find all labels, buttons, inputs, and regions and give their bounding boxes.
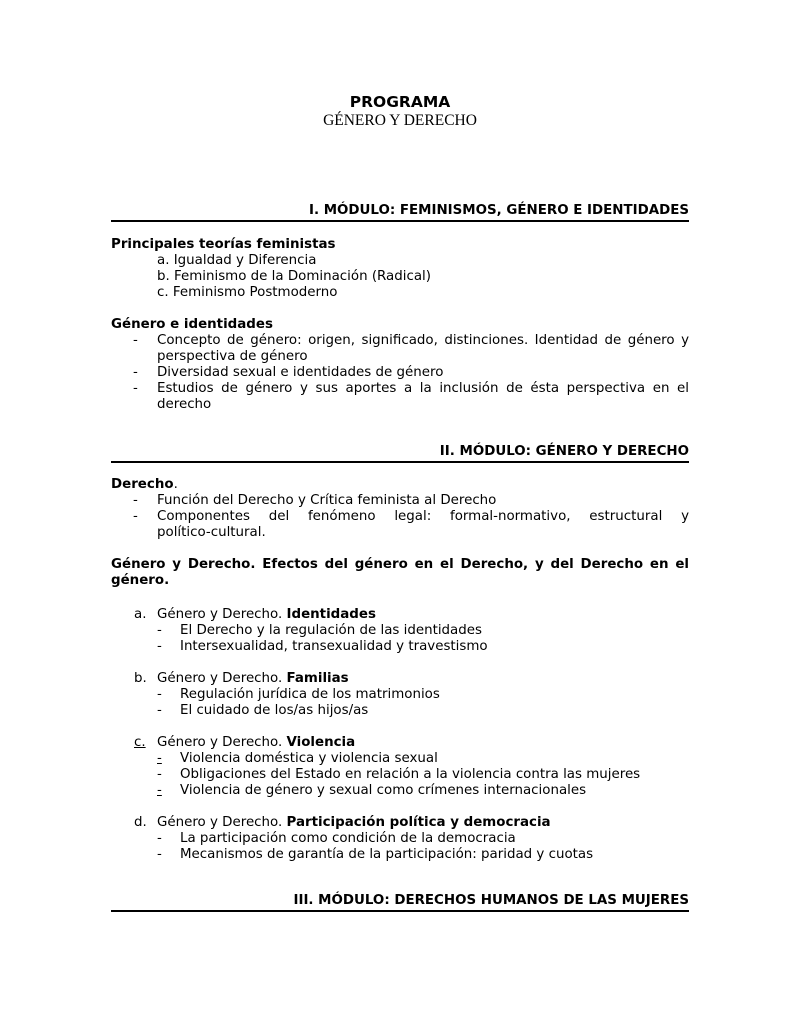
- module-1-heading: I. MÓDULO: FEMINISMOS, GÉNERO E IDENTIDADES: [111, 203, 689, 222]
- list-item: El cuidado de los/as hijos/as: [180, 703, 369, 718]
- module-3-heading: III. MÓDULO: DERECHOS HUMANOS DE LAS MUJERES: [111, 893, 689, 912]
- list-item: Estudios de género y sus aportes a la inclusión de ésta perspectiva en el: [157, 381, 689, 396]
- bullet-dash: -: [157, 623, 162, 638]
- subsection-prefix: Género y Derecho.: [157, 735, 287, 750]
- list-item: b. Feminismo de la Dominación (Radical): [157, 269, 431, 284]
- list-item: El Derecho y la regulación de las identidades: [180, 623, 482, 638]
- page-title: PROGRAMA: [349, 93, 451, 111]
- list-item-continuation: perspectiva de género: [157, 349, 308, 364]
- list-item-continuation: derecho: [157, 397, 212, 412]
- list-item-continuation: político-cultural.: [157, 525, 266, 540]
- list-item: c. Feminismo Postmoderno: [157, 285, 338, 300]
- page-subtitle: GÉNERO Y DERECHO: [323, 112, 477, 129]
- section-title-effects: Género y Derecho. Efectos del género en el Derecho, y del Derecho en el: [111, 557, 689, 572]
- bullet-dash: -: [157, 767, 162, 782]
- section-title-feminist-theories: Principales teorías feministas: [111, 237, 336, 252]
- bullet-dash: -: [133, 365, 138, 380]
- subsection-prefix: Género y Derecho.: [157, 815, 287, 830]
- module-2-heading: II. MÓDULO: GÉNERO Y DERECHO: [111, 444, 689, 463]
- subsection-heading: [157, 671, 349, 687]
- bullet-dash: -: [157, 639, 162, 654]
- list-item: Función del Derecho y Crítica feminista al Derecho: [157, 493, 497, 508]
- list-item: Concepto de género: origen, significado, distinciones. Identidad de género y: [157, 333, 689, 348]
- subsection-topic: Violencia: [286, 735, 356, 750]
- bullet-dash: -: [133, 333, 138, 348]
- list-item: Obligaciones del Estado en relación a la violencia contra las mujeres: [180, 767, 641, 782]
- bullet-dash: -: [133, 493, 138, 508]
- bullet-dash: -: [157, 831, 162, 846]
- subsection-heading: [157, 815, 551, 831]
- section-title-gender-identities: Género e identidades: [111, 317, 273, 332]
- subsection-letter: c.: [134, 735, 146, 750]
- derecho-period: .: [173, 477, 178, 492]
- subsection-heading: [157, 735, 355, 751]
- bullet-dash: -: [157, 703, 162, 718]
- section-title-effects-continuation: género.: [111, 573, 170, 588]
- subsection-topic: Familias: [286, 671, 349, 686]
- bullet-dash: -: [133, 381, 138, 396]
- subsection-heading: [157, 607, 376, 623]
- list-item: Mecanismos de garantía de la participación: paridad y cuotas: [180, 847, 594, 862]
- section-title-derecho: [111, 477, 178, 493]
- bullet-dash: -: [157, 751, 162, 766]
- derecho-title: Derecho: [111, 477, 174, 492]
- subsection-topic: Participación política y democracia: [286, 815, 551, 830]
- list-item: Diversidad sexual e identidades de género: [157, 365, 444, 380]
- list-item: Violencia doméstica y violencia sexual: [180, 751, 438, 766]
- list-item: La participación como condición de la democracia: [180, 831, 516, 846]
- list-item: Regulación jurídica de los matrimonios: [180, 687, 440, 702]
- list-item: a. Igualdad y Diferencia: [157, 253, 317, 268]
- subsection-prefix: Género y Derecho.: [157, 671, 287, 686]
- list-item: Componentes del fenómeno legal: formal-normativo, estructural y: [157, 509, 689, 524]
- bullet-dash: -: [157, 783, 162, 798]
- subsection-topic: Identidades: [286, 607, 376, 622]
- subsection-letter: b.: [134, 671, 147, 686]
- list-item: Violencia de género y sexual como crímenes internacionales: [180, 783, 587, 798]
- bullet-dash: -: [157, 687, 162, 702]
- bullet-dash: -: [157, 847, 162, 862]
- list-item: Intersexualidad, transexualidad y travestismo: [180, 639, 488, 654]
- bullet-dash: -: [133, 509, 138, 524]
- subsection-letter: a.: [134, 607, 147, 622]
- subsection-prefix: Género y Derecho.: [157, 607, 287, 622]
- subsection-letter: d.: [134, 815, 147, 830]
